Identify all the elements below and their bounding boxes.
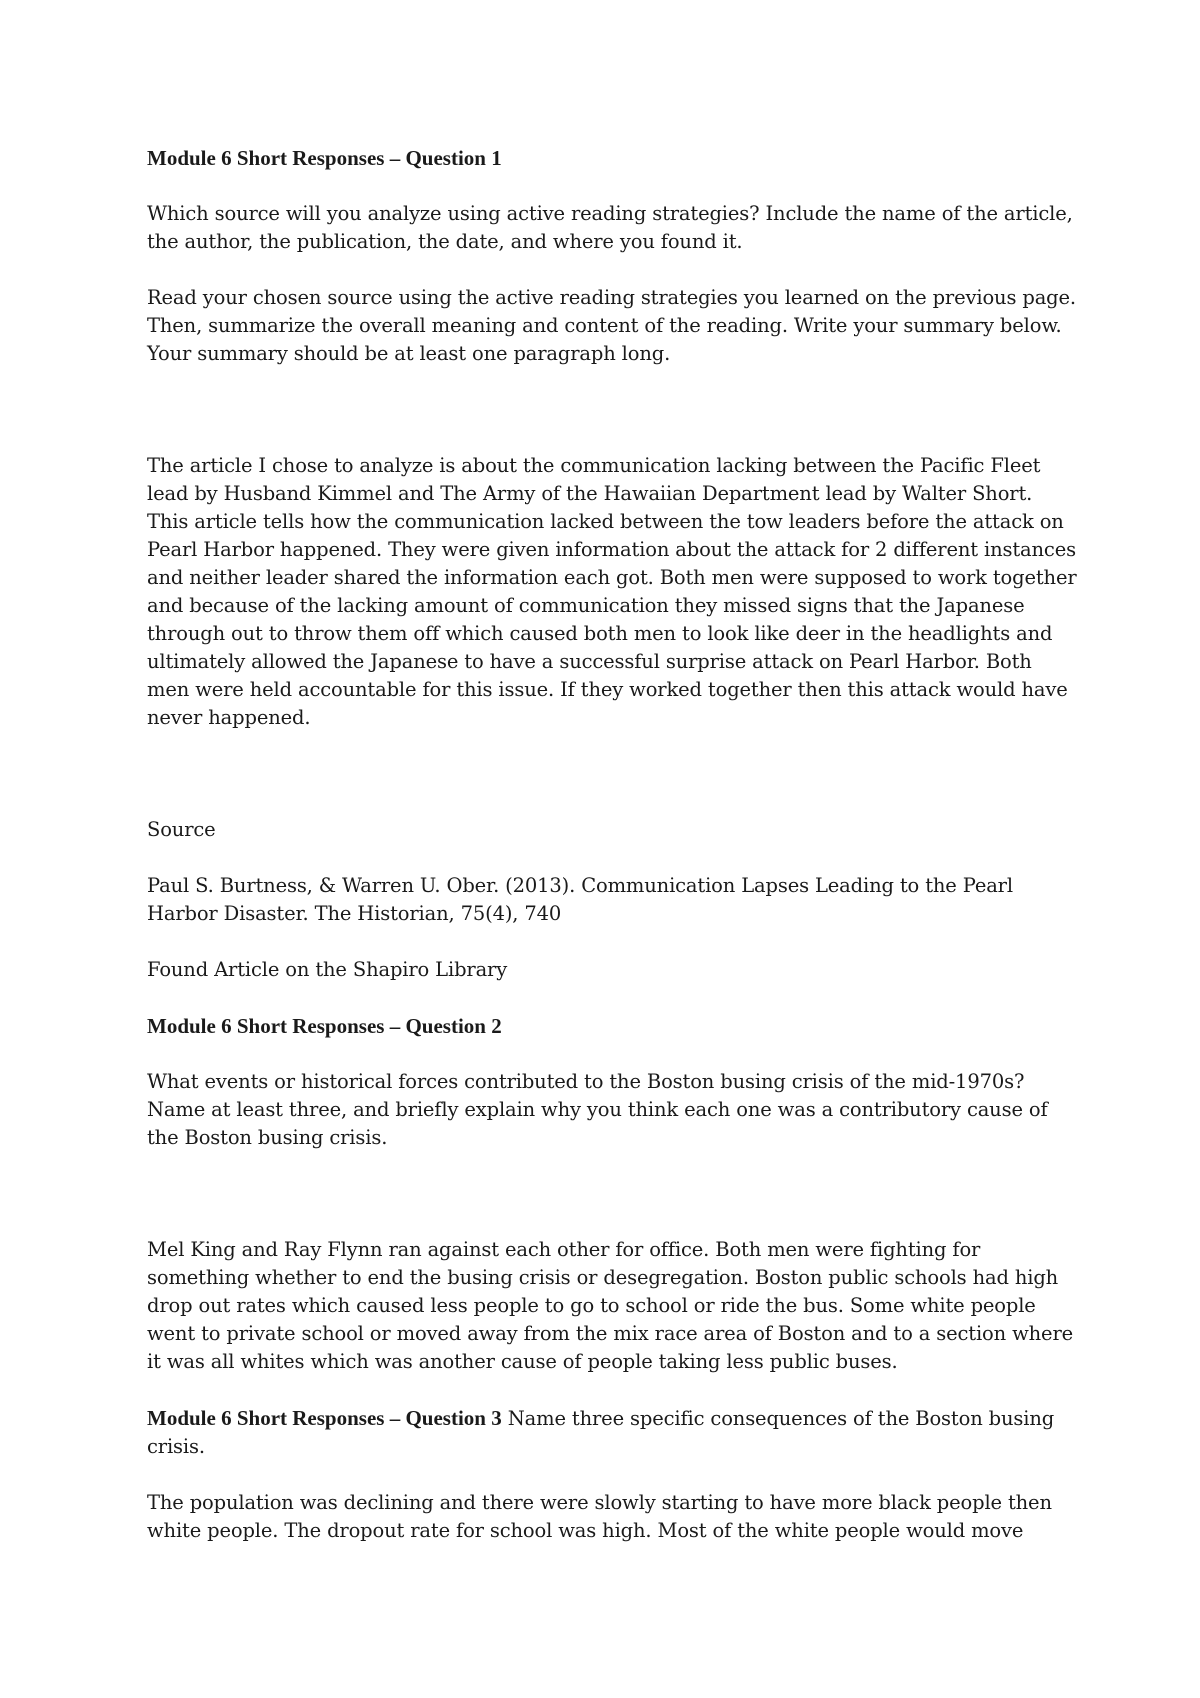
q3-block — [147, 1404, 1077, 1461]
q3-answer: The population was declining and there were slowly starting to have more black people then white people. The dropout rate for school was high. Most of the white people would move — [147, 1491, 1052, 1542]
found-note: Found Article on the Shapiro Library — [147, 958, 508, 981]
source-label: Source — [147, 818, 216, 841]
q2-answer: Mel King and Ray Flynn ran against each other for office. Both men were fighting for something whether to end the busing crisis or desegregation. Boston public schools had high drop out rates which caused less people to go to school or ride the bus. Some white people went to private school or moved away from the mix race area of Boston and to a section where it was all whites which was another cause of people taking less public buses. — [147, 1238, 1074, 1373]
blank-gap — [147, 396, 1077, 452]
citation: Paul S. Burtness, & Warren U. Ober. (2013). Communication Lapses Leading to the Pearl Harbor Disaster. The Historian, 75(4), 740 — [147, 874, 1013, 925]
blank-gap — [147, 760, 1077, 816]
q3-prompt: Name three specific consequences of the Boston busing crisis. — [147, 1407, 1055, 1458]
document-page — [147, 144, 1077, 1573]
q2-prompt: What events or historical forces contributed to the Boston busing crisis of the mid-1970s? Name at least three, and briefly explain why you think each one was a contributory cause of the Boston busing crisis. — [147, 1070, 1048, 1149]
q3-heading: Module 6 Short Responses – Question 3 — [147, 1406, 502, 1430]
q1-prompt-summary: Read your chosen source using the active reading strategies you learned on the previous page. Then, summarize the overall meaning and content of the reading. Write your summary below. Your summary should be at least one paragraph long. — [147, 286, 1076, 365]
q2-heading: Module 6 Short Responses – Question 2 — [147, 1014, 502, 1038]
q1-prompt-source: Which source will you analyze using active reading strategies? Include the name of the article, the author, the publication, the date, and where you found it. — [147, 202, 1073, 253]
blank-gap — [147, 1180, 1077, 1236]
q1-answer: The article I chose to analyze is about the communication lacking between the Pacific Fleet lead by Husband Kimmel and The Army of the Hawaiian Department lead by Walter Short. This article tells how the communication lacked between the tow leaders before the attack on Pearl Harbor happened. They were given information about the attack for 2 different instances and neither leader shared the information each got. Both men were supposed to work together and because of the lacking amount of communication they missed signs that the Japanese through out to throw them off which caused both men to look like deer in the headlights and ultimately allowed the Japanese to have a successful surprise attack on Pearl Harbor. Both men were held accountable for this issue. If they worked together then this attack would have never happened. — [147, 454, 1077, 729]
q1-heading: Module 6 Short Responses – Question 1 — [147, 146, 502, 170]
